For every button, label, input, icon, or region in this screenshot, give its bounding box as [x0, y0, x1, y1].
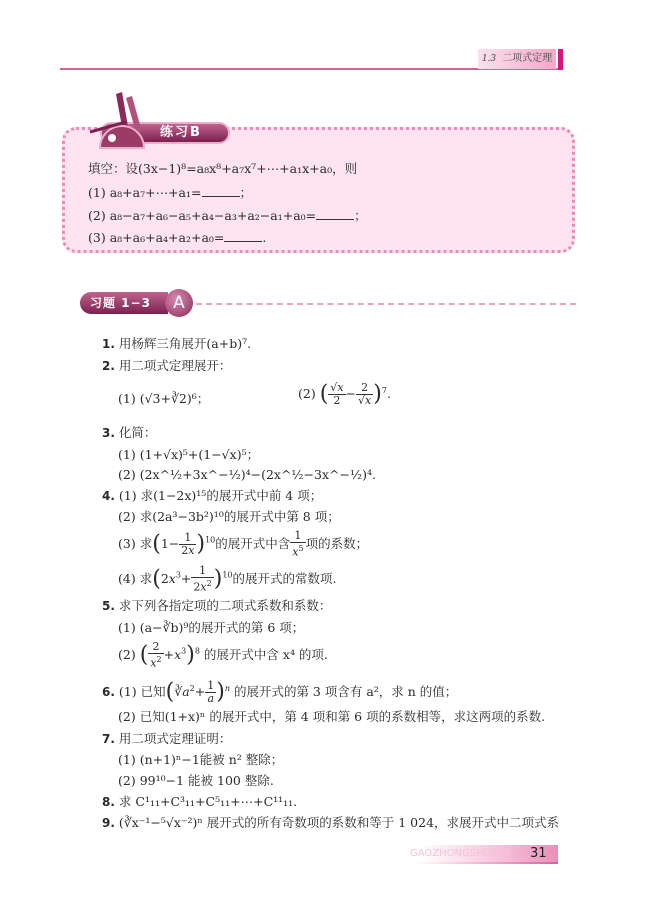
question-number: 4. — [102, 489, 115, 503]
question-5-part-2: (2) ( $\frac{2}{x^2}$ $+x^3)^8$ 的展开式中含 x⁴ 的项. — [118, 640, 328, 670]
part-label: (2) — [118, 646, 136, 662]
part-text: 已知(1+x)ⁿ 的展开式中，第 4 项和第 6 项的系数相等，求这两项的系数. — [139, 709, 546, 724]
question-number: 7. — [102, 732, 115, 746]
part-text: 项的系数； — [305, 535, 369, 551]
question-text: 用二项式定理证明： — [118, 731, 232, 746]
item-expr: a₈−a₇+a₆−a₅+a₄−a₃+a₂−a₁+a₀= — [109, 208, 317, 223]
question-8 — [102, 793, 297, 811]
part-label: (2) — [298, 386, 316, 402]
part-label: (3) — [118, 535, 136, 551]
part-text: 求(2a³−3b²)¹⁰的展开式中第 8 项； — [139, 509, 340, 524]
header-accent-mark — [558, 49, 563, 70]
part-text: 求 — [139, 535, 153, 551]
part-label: (1) — [118, 488, 137, 503]
part-text: (2x^½+3x^−½)⁴−(2x^½−3x^−½)⁴. — [139, 467, 376, 482]
item-expr: a₈+a₆+a₄+a₂+a₀= — [109, 230, 225, 245]
question-6-part-2 — [118, 708, 545, 725]
question-9 — [102, 814, 559, 832]
question-number: 8. — [102, 795, 115, 809]
item-label: (1) — [88, 185, 106, 200]
item-expr: a₈+a₇+⋯+a₁= — [109, 185, 202, 200]
question-text: 用杨辉三角展开(a+b)⁷. — [118, 336, 252, 351]
question-text: (∛x⁻¹−⁵√x⁻²)ⁿ 展开式的所有奇数项的系数和等于 1 024，求展开式中二项式系 — [118, 815, 560, 830]
question-3-part-1 — [118, 446, 259, 463]
item-label: (2) — [88, 208, 106, 223]
section-number: 1.3 — [481, 54, 497, 64]
part-label: (1) — [118, 752, 136, 767]
practice-item-2 — [88, 207, 367, 224]
item-end: ； — [239, 185, 253, 200]
part-text: (√3+∛2)⁶； — [139, 391, 210, 406]
question-3-part-2 — [118, 466, 376, 483]
question-2-part-1 — [118, 390, 209, 407]
section-tag — [478, 49, 556, 69]
question-4-part-1 — [102, 487, 322, 505]
exercise-badge-label: 习题 1−3 — [90, 296, 151, 310]
question-5-part-1 — [118, 619, 304, 636]
question-number: 3. — [102, 426, 115, 440]
question-5 — [102, 597, 331, 615]
part-text: 的展开式中含 — [215, 535, 291, 551]
part-label: (2) — [118, 773, 136, 788]
part-text: (1+√x)⁵+(1−√x)⁵； — [139, 447, 260, 462]
question-4-part-4: (4) 求($2x^3+$ $\frac{1}{2x^2}$ )$^{10}$的展开式的常数项. — [118, 564, 337, 594]
part-text: 已知 — [140, 684, 166, 700]
question-7 — [102, 730, 231, 748]
question-number: 6. — [102, 685, 115, 700]
question-number: 9. — [102, 816, 115, 830]
part-text: 的展开式中含 x⁴ 的项. — [203, 646, 328, 662]
question-4-part-3: (3) 求(1− $\frac{1}{2x}$ )$^{10}$的展开式中含 $\frac{1}{x^5}$ 项的系数； — [118, 529, 369, 559]
part-label: (1) — [118, 447, 136, 462]
item-end: ； — [354, 208, 367, 223]
part-label: (4) — [118, 570, 136, 586]
geometry-tools-icon — [86, 92, 158, 158]
part-text: 的展开式的常数项. — [232, 570, 337, 586]
part-text: (n+1)ⁿ−1能被 n² 整除； — [139, 752, 284, 767]
level-badge: A — [165, 289, 193, 317]
practice-badge-label: 练习B — [160, 125, 202, 140]
dotted-divider — [196, 303, 576, 305]
part-text: (a−∛b)⁹的展开式的第 6 项； — [139, 620, 305, 635]
question-3 — [102, 424, 156, 442]
answer-blank[interactable] — [224, 230, 262, 242]
part-text: 99¹⁰−1 能被 100 整除. — [139, 773, 274, 788]
footer-brand: GAOZHONGSHUXUE — [410, 848, 512, 859]
question-text: 求下列各指定项的二项式系数和系数： — [118, 598, 332, 613]
part-text: 的展开式的第 3 项含有 a²，求 n 的值； — [233, 684, 458, 700]
part-label: (2) — [118, 709, 136, 724]
practice-item-3 — [88, 229, 266, 246]
question-7-part-1 — [118, 751, 283, 768]
answer-blank[interactable] — [202, 185, 240, 197]
section-title: 二项式定理 — [502, 53, 553, 64]
question-number: 2. — [102, 359, 115, 373]
question-number: 1. — [102, 337, 115, 351]
question-2-part-2: (2) ( $\frac{√x}{2}$ − $\frac{2}{√x}$ )$^7$. — [298, 381, 391, 408]
part-text: 求 — [139, 570, 153, 586]
part-label: (1) — [118, 620, 136, 635]
practice-item-1 — [88, 184, 252, 201]
answer-blank[interactable] — [316, 208, 354, 220]
part-label: (2) — [118, 467, 136, 482]
part-text: 求(1−2x)¹⁵的展开式中前 4 项； — [140, 488, 323, 503]
item-label: (3) — [88, 230, 106, 245]
page-number: 31 — [530, 846, 547, 861]
question-1 — [102, 335, 251, 353]
question-7-part-2 — [118, 772, 274, 789]
question-number: 5. — [102, 599, 115, 613]
question-4-part-2 — [118, 508, 340, 525]
question-text: 求 C¹₁₁+C³₁₁+C⁵₁₁+⋯+C¹¹₁₁. — [118, 794, 298, 809]
practice-intro: 填空：设(3x−1)⁸=a₈x⁸+a₇x⁷+⋯+a₁x+a₀，则 — [88, 161, 358, 176]
part-label: (1) — [118, 684, 137, 700]
question-6-part-1: 6. (1) 已知($∛a^2+$ $\frac{1}{a}$ )$^n$ 的展开式的第 3 项含有 a²，求 n 的值； — [102, 679, 458, 706]
question-2 — [102, 357, 231, 375]
part-label: (2) — [118, 509, 136, 524]
question-text: 化简： — [118, 425, 157, 440]
part-label: (1) — [118, 391, 136, 406]
item-end: . — [262, 230, 267, 245]
question-text: 用二项式定理展开： — [118, 358, 232, 373]
